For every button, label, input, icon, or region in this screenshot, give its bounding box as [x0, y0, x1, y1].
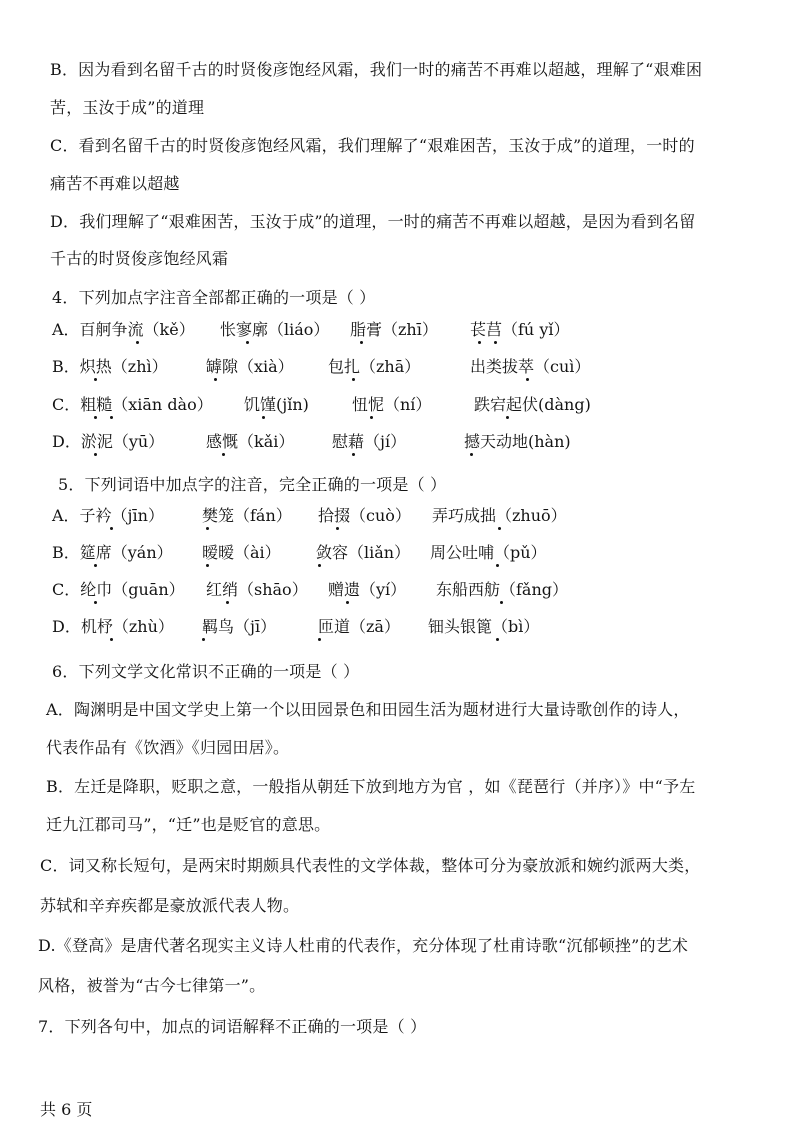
q5-c-item-3: 赠遗（yí） — [328, 580, 407, 599]
q5-d-item-1: D．机杼（zhù） — [52, 617, 174, 636]
q6-option-a-line2: 代表作品有《饮酒》《归园田居》。 — [46, 738, 290, 757]
q3-option-c-line1: C．看到名留千古的时贤俊彦饱经风霜，我们理解了“艰难困苦，玉汝于成”的道理，一时的 — [50, 136, 695, 155]
q5-d-item-4: 钿头银篦（bì） — [428, 617, 540, 636]
q5-d-item-2: 羁鸟（jī） — [202, 617, 277, 636]
q4-c-item-2: 饥馑(jǐn) — [244, 395, 309, 414]
q5-a-item-1: A．子衿（jīn） — [52, 506, 164, 525]
q6-stem: 6．下列文学文化常识不正确的一项是（ ） — [52, 662, 360, 681]
q6-option-b-line1: B．左迁是降职，贬职之意，一般指从朝廷下放到地方为官 ，如《琵琶行（并序）》中“予左 — [46, 777, 696, 796]
q4-b-item-1: B．炽热（zhì） — [52, 357, 168, 376]
q4-c-item-3: 忸怩（ní） — [352, 395, 432, 414]
q4-a-item-1: A．百舸争流（kě） — [52, 320, 195, 339]
q5-c-item-1: C．纶巾（guān） — [52, 580, 185, 599]
q3-option-d-line2: 千古的时贤俊彦饱经风霜 — [50, 249, 229, 268]
q5-b-item-1: B．筵席（yán） — [52, 543, 173, 562]
q5-b-item-4: 周公吐哺（pǔ） — [430, 543, 547, 562]
q6-option-d-line2: 风格，被誉为“古今七律第一”。 — [38, 976, 266, 995]
q4-a-item-4: 苌莒（fú yǐ） — [470, 320, 570, 339]
q4-b-item-4: 出类拔萃（cuì） — [470, 357, 591, 376]
q7-stem: 7．下列各句中，加点的词语解释不正确的一项是（ ） — [38, 1017, 427, 1036]
q5-a-item-4: 弄巧成拙（zhuō） — [432, 506, 567, 525]
q4-a-item-2: 怅寥廓（liáo） — [220, 320, 330, 339]
q4-c-item-1: C．粗糙（xiān dào） — [52, 395, 213, 414]
q4-d-item-1: D．淤泥（yū） — [52, 432, 165, 451]
q4-d-item-3: 慰藉（jí） — [332, 432, 407, 451]
q6-option-d-line1: D.《登高》是唐代著名现实主义诗人杜甫的代表作，充分体现了杜甫诗歌“沉郁顿挫”的艺术 — [38, 936, 689, 955]
q4-d-item-4: 撼天动地(hàn) — [464, 432, 571, 451]
q3-option-b-line1: B．因为看到名留千古的时贤俊彦饱经风霜，我们一时的痛苦不再难以超越，理解了“艰难困 — [50, 60, 703, 79]
q4-b-item-2: 罅隙（xià） — [206, 357, 294, 376]
page-footer: 共 6 页 — [40, 1100, 93, 1119]
q6-option-c-line1: C．词又称长短句，是两宋时期颇具代表性的文学体裁，整体可分为豪放派和婉约派两大类， — [40, 856, 701, 875]
q6-option-c-line2: 苏轼和辛弃疾都是豪放派代表人物。 — [40, 896, 300, 915]
q5-b-item-3: 敛容（liǎn） — [316, 543, 411, 562]
q3-option-c-line2: 痛苦不再难以超越 — [50, 174, 180, 193]
q6-option-a-line1: A．陶渊明是中国文学史上第一个以田园景色和田园生活为题材进行大量诗歌创作的诗人， — [46, 700, 690, 719]
q6-option-b-line2: 迁九江郡司马”，“迁”也是贬官的意思。 — [46, 815, 331, 834]
q5-d-item-3: 匝道（zā） — [318, 617, 400, 636]
q5-c-item-4: 东船西舫（fǎng） — [436, 580, 569, 599]
q5-stem: 5．下列词语中加点字的注音，完全正确的一项是（ ） — [58, 475, 447, 494]
q4-b-item-3: 包扎（zhā） — [328, 357, 421, 376]
q5-c-item-2: 红绡（shāo） — [206, 580, 308, 599]
q5-a-item-2: 樊笼（fán） — [202, 506, 292, 525]
q5-b-item-2: 暧暧（ài） — [202, 543, 281, 562]
q4-d-item-2: 感慨（kǎi） — [206, 432, 295, 451]
q3-option-b-line2: 苦，玉汝于成”的道理 — [50, 98, 205, 117]
q4-a-item-3: 脂膏（zhī） — [350, 320, 438, 339]
q4-c-item-4: 跌宕起伏(dàng) — [474, 395, 591, 414]
q3-option-d-line1: D．我们理解了“艰难困苦，玉汝于成”的道理，一时的痛苦不再难以超越，是因为看到名留 — [50, 212, 696, 231]
q4-stem: 4．下列加点字注音全部都正确的一项是（ ） — [52, 288, 376, 307]
q5-a-item-3: 拾掇（cuò） — [318, 506, 411, 525]
